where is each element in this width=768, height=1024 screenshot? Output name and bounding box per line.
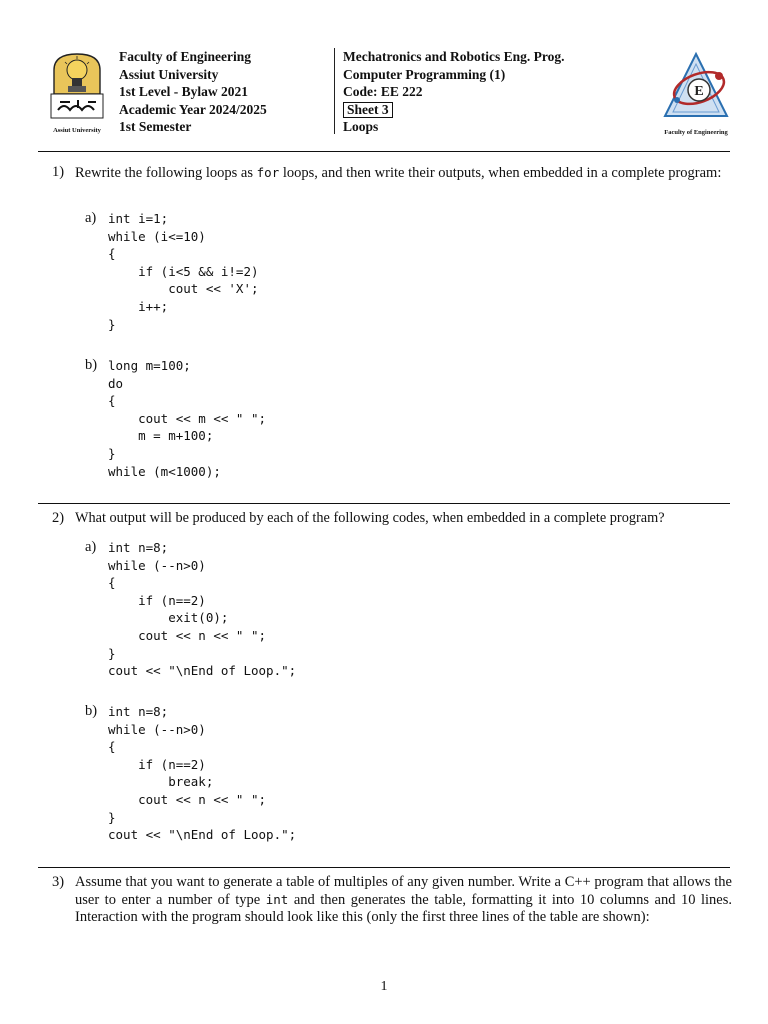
- header-right-block: [343, 48, 565, 136]
- question-1-text-end: loops, and then write their outputs, when embedded in a complete program:: [279, 165, 722, 181]
- engineering-emblem-icon: [657, 50, 735, 122]
- course-name: Computer Programming (1): [343, 66, 506, 82]
- question-1-keyword: for: [256, 165, 280, 180]
- university-emblem-icon: [48, 50, 106, 122]
- question-2-number: 2): [52, 510, 65, 526]
- question-1-text-start: Rewrite the following loops as: [75, 165, 257, 181]
- sheet-label: Sheet 3: [343, 102, 393, 118]
- header-divider: [334, 48, 335, 134]
- page-number: 1: [380, 979, 388, 994]
- question-3-text-end: and then generates the table, formatting it into 10 columns and 10 lines. Interaction with the program should look like this (only the first three lines of the table are shown):: [75, 892, 732, 925]
- question-1-number: 1): [52, 164, 65, 180]
- question-2b-code: int n=8; while (--n>0) { if (n==2) break; cout << n << " "; } cout << "\nEnd of Loop.";: [108, 704, 297, 843]
- program-name: Mechatronics and Robotics Eng. Prog.: [343, 49, 565, 64]
- faculty-of-engineering-logo: [657, 50, 735, 134]
- university-name: Assiut University: [119, 66, 219, 82]
- question-1-text: [75, 164, 732, 182]
- question-3-text: [75, 874, 732, 926]
- assiut-logo-caption: Assiut University: [53, 127, 101, 134]
- question-2-rule: [38, 867, 730, 868]
- question-1a-code: int i=1; while (i<=10) { if (i<5 && i!=2) cout << 'X'; i++; }: [108, 211, 259, 332]
- faculty-name: Faculty of Engineering: [119, 49, 251, 64]
- assiut-university-logo: [48, 50, 106, 132]
- question-1b-code: long m=100; do { cout << m << " "; m = m+100; } while (m<1000);: [108, 358, 267, 479]
- level-bylaw: 1st Level - Bylaw 2021: [119, 84, 248, 99]
- question-2-text: What output will be produced by each of the following codes, when embedded in a complete program?: [75, 510, 665, 526]
- question-2a-code: int n=8; while (--n>0) { if (n==2) exit(0); cout << n << " "; } cout << "\nEnd of Loop.";: [108, 540, 297, 679]
- question-2b-label: b): [85, 703, 98, 719]
- faculty-logo-caption: Faculty of Engineering: [664, 129, 728, 136]
- academic-year: Academic Year 2024/2025: [119, 101, 267, 117]
- question-3-text-start: Assume that you want to generate a table of multiples of any given number. Write a C++ program that allows the user to enter a number of type: [75, 874, 732, 908]
- course-code: Code: EE 222: [343, 84, 423, 99]
- svg-text:E: E: [694, 84, 704, 99]
- header-left-block: [119, 48, 267, 136]
- question-2a-label: a): [85, 539, 97, 555]
- semester: 1st Semester: [119, 119, 192, 134]
- question-1a-label: a): [85, 210, 97, 226]
- question-3-number: 3): [52, 874, 65, 890]
- header-rule: [38, 151, 730, 152]
- sheet-topic: Loops: [343, 119, 379, 134]
- question-1b-label: b): [85, 357, 98, 373]
- question-1-rule: [38, 503, 730, 504]
- question-3-keyword: int: [265, 892, 289, 907]
